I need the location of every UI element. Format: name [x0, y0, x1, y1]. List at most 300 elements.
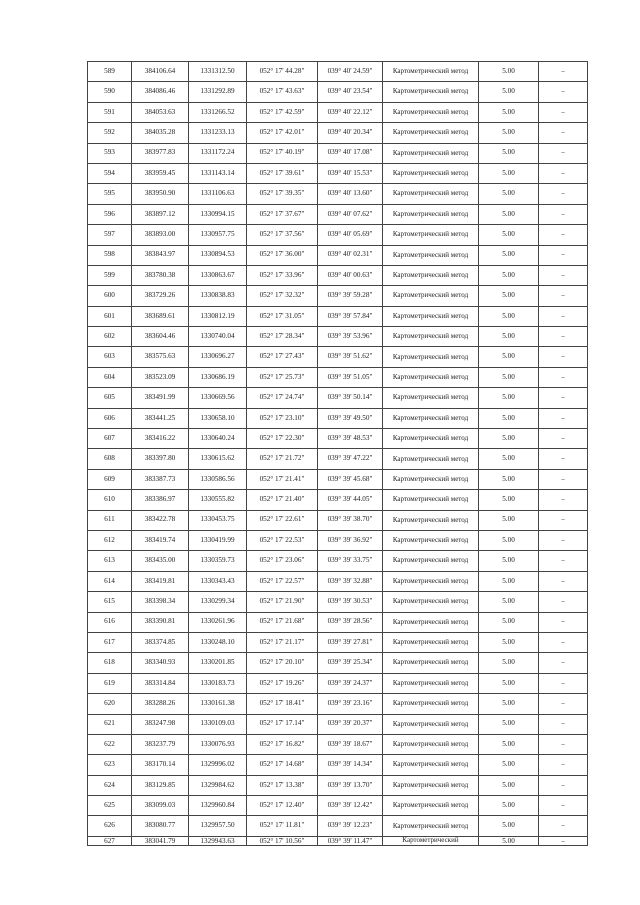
- note-cell: –: [539, 816, 588, 836]
- note-cell: –: [539, 225, 588, 245]
- accuracy-cell: 5.00: [479, 734, 539, 754]
- point-number-cell: 607: [88, 429, 132, 449]
- longitude-cell: 039° 39' 13.70": [318, 775, 383, 795]
- y-coordinate-cell: 1331143.14: [189, 163, 247, 183]
- point-number-cell: 608: [88, 449, 132, 469]
- longitude-cell: 039° 39' 53.96": [318, 327, 383, 347]
- accuracy-cell: 5.00: [479, 265, 539, 285]
- note-cell: –: [539, 836, 588, 845]
- point-number-cell: 612: [88, 530, 132, 550]
- y-coordinate-cell: 1330615.62: [189, 449, 247, 469]
- point-number-cell: 610: [88, 490, 132, 510]
- accuracy-cell: 5.00: [479, 225, 539, 245]
- longitude-cell: 039° 39' 25.34": [318, 653, 383, 673]
- accuracy-cell: 5.00: [479, 62, 539, 82]
- note-cell: –: [539, 143, 588, 163]
- y-coordinate-cell: 1330686.19: [189, 367, 247, 387]
- longitude-cell: 039° 39' 12.23": [318, 816, 383, 836]
- latitude-cell: 052° 17' 21.90": [247, 592, 318, 612]
- note-cell: –: [539, 82, 588, 102]
- accuracy-cell: 5.00: [479, 327, 539, 347]
- table-row: [88, 714, 588, 734]
- accuracy-cell: 5.00: [479, 836, 539, 845]
- method-cell: Картометрический метод: [383, 347, 479, 367]
- point-number-cell: 601: [88, 306, 132, 326]
- longitude-cell: 039° 39' 59.28": [318, 286, 383, 306]
- method-cell: Картометрический метод: [383, 265, 479, 285]
- point-number-cell: 616: [88, 612, 132, 632]
- note-cell: –: [539, 184, 588, 204]
- note-cell: –: [539, 714, 588, 734]
- method-cell: Картометрический метод: [383, 123, 479, 143]
- longitude-cell: 039° 40' 24.59": [318, 62, 383, 82]
- point-number-cell: 627: [88, 836, 132, 845]
- method-cell: Картометрический метод: [383, 816, 479, 836]
- accuracy-cell: 5.00: [479, 592, 539, 612]
- table-row: [88, 429, 588, 449]
- latitude-cell: 052° 17' 16.82": [247, 734, 318, 754]
- table-row: [88, 592, 588, 612]
- accuracy-cell: 5.00: [479, 204, 539, 224]
- table-row: [88, 530, 588, 550]
- point-number-cell: 619: [88, 673, 132, 693]
- note-cell: –: [539, 510, 588, 530]
- method-cell: Картометрический: [383, 836, 479, 845]
- method-cell: Картометрический метод: [383, 510, 479, 530]
- latitude-cell: 052° 17' 25.73": [247, 367, 318, 387]
- y-coordinate-cell: 1330555.82: [189, 490, 247, 510]
- table-row: [88, 388, 588, 408]
- x-coordinate-cell: 383441.25: [132, 408, 189, 428]
- latitude-cell: 052° 17' 17.14": [247, 714, 318, 734]
- point-number-cell: 597: [88, 225, 132, 245]
- latitude-cell: 052° 17' 10.56": [247, 836, 318, 845]
- y-coordinate-cell: 1330359.73: [189, 551, 247, 571]
- accuracy-cell: 5.00: [479, 286, 539, 306]
- x-coordinate-cell: 383041.79: [132, 836, 189, 845]
- note-cell: –: [539, 632, 588, 652]
- table-row: [88, 225, 588, 245]
- y-coordinate-cell: 1331292.89: [189, 82, 247, 102]
- x-coordinate-cell: 383397.80: [132, 449, 189, 469]
- x-coordinate-cell: 383419.81: [132, 571, 189, 591]
- method-cell: Картометрический метод: [383, 306, 479, 326]
- accuracy-cell: 5.00: [479, 551, 539, 571]
- method-cell: Картометрический метод: [383, 82, 479, 102]
- longitude-cell: 039° 39' 51.62": [318, 347, 383, 367]
- longitude-cell: 039° 39' 47.22": [318, 449, 383, 469]
- y-coordinate-cell: 1330419.99: [189, 530, 247, 550]
- y-coordinate-cell: 1330109.03: [189, 714, 247, 734]
- table-row: [88, 163, 588, 183]
- method-cell: Картометрический метод: [383, 245, 479, 265]
- latitude-cell: 052° 17' 39.61": [247, 163, 318, 183]
- y-coordinate-cell: 1330453.75: [189, 510, 247, 530]
- y-coordinate-cell: 1330183.73: [189, 673, 247, 693]
- method-cell: Картометрический метод: [383, 490, 479, 510]
- table-row: [88, 265, 588, 285]
- longitude-cell: 039° 40' 17.08": [318, 143, 383, 163]
- longitude-cell: 039° 39' 44.05": [318, 490, 383, 510]
- coordinates-table-body: [88, 62, 588, 846]
- table-row: [88, 551, 588, 571]
- x-coordinate-cell: 383959.45: [132, 163, 189, 183]
- latitude-cell: 052° 17' 33.96": [247, 265, 318, 285]
- table-row: [88, 306, 588, 326]
- table-row: [88, 836, 588, 845]
- latitude-cell: 052° 17' 28.34": [247, 327, 318, 347]
- y-coordinate-cell: 1330894.53: [189, 245, 247, 265]
- point-number-cell: 590: [88, 82, 132, 102]
- table-row: [88, 286, 588, 306]
- y-coordinate-cell: 1330812.19: [189, 306, 247, 326]
- latitude-cell: 052° 17' 23.06": [247, 551, 318, 571]
- latitude-cell: 052° 17' 19.26": [247, 673, 318, 693]
- x-coordinate-cell: 383314.84: [132, 673, 189, 693]
- x-coordinate-cell: 383419.74: [132, 530, 189, 550]
- x-coordinate-cell: 384035.28: [132, 123, 189, 143]
- note-cell: –: [539, 530, 588, 550]
- y-coordinate-cell: 1330658.10: [189, 408, 247, 428]
- latitude-cell: 052° 17' 21.17": [247, 632, 318, 652]
- note-cell: –: [539, 429, 588, 449]
- table-row: [88, 204, 588, 224]
- x-coordinate-cell: 383950.90: [132, 184, 189, 204]
- y-coordinate-cell: 1330076.93: [189, 734, 247, 754]
- method-cell: Картометрический метод: [383, 225, 479, 245]
- accuracy-cell: 5.00: [479, 143, 539, 163]
- x-coordinate-cell: 383780.38: [132, 265, 189, 285]
- longitude-cell: 039° 40' 20.34": [318, 123, 383, 143]
- accuracy-cell: 5.00: [479, 612, 539, 632]
- y-coordinate-cell: 1329996.02: [189, 755, 247, 775]
- x-coordinate-cell: 383390.81: [132, 612, 189, 632]
- y-coordinate-cell: 1330669.56: [189, 388, 247, 408]
- note-cell: –: [539, 62, 588, 82]
- y-coordinate-cell: 1329957.50: [189, 816, 247, 836]
- note-cell: –: [539, 449, 588, 469]
- table-row: [88, 143, 588, 163]
- latitude-cell: 052° 17' 21.41": [247, 469, 318, 489]
- y-coordinate-cell: 1330740.04: [189, 327, 247, 347]
- longitude-cell: 039° 39' 28.56": [318, 612, 383, 632]
- point-number-cell: 600: [88, 286, 132, 306]
- method-cell: Картометрический метод: [383, 551, 479, 571]
- point-number-cell: 620: [88, 694, 132, 714]
- latitude-cell: 052° 17' 13.38": [247, 775, 318, 795]
- point-number-cell: 605: [88, 388, 132, 408]
- point-number-cell: 615: [88, 592, 132, 612]
- longitude-cell: 039° 39' 48.53": [318, 429, 383, 449]
- point-number-cell: 594: [88, 163, 132, 183]
- x-coordinate-cell: 383604.46: [132, 327, 189, 347]
- latitude-cell: 052° 17' 36.00": [247, 245, 318, 265]
- note-cell: –: [539, 673, 588, 693]
- y-coordinate-cell: 1330838.83: [189, 286, 247, 306]
- note-cell: –: [539, 347, 588, 367]
- x-coordinate-cell: 383340.93: [132, 653, 189, 673]
- note-cell: –: [539, 163, 588, 183]
- coordinates-table: [87, 61, 588, 846]
- latitude-cell: 052° 17' 22.61": [247, 510, 318, 530]
- table-row: [88, 490, 588, 510]
- point-number-cell: 618: [88, 653, 132, 673]
- longitude-cell: 039° 40' 02.31": [318, 245, 383, 265]
- x-coordinate-cell: 383843.97: [132, 245, 189, 265]
- note-cell: –: [539, 490, 588, 510]
- method-cell: Картометрический метод: [383, 632, 479, 652]
- latitude-cell: 052° 17' 42.59": [247, 102, 318, 122]
- x-coordinate-cell: 384053.63: [132, 102, 189, 122]
- accuracy-cell: 5.00: [479, 632, 539, 652]
- note-cell: –: [539, 755, 588, 775]
- y-coordinate-cell: 1330863.67: [189, 265, 247, 285]
- point-number-cell: 609: [88, 469, 132, 489]
- point-number-cell: 617: [88, 632, 132, 652]
- method-cell: Картометрический метод: [383, 734, 479, 754]
- latitude-cell: 052° 17' 44.28": [247, 62, 318, 82]
- table-row: [88, 694, 588, 714]
- accuracy-cell: 5.00: [479, 796, 539, 816]
- x-coordinate-cell: 383575.63: [132, 347, 189, 367]
- x-coordinate-cell: 383523.09: [132, 367, 189, 387]
- longitude-cell: 039° 39' 45.68": [318, 469, 383, 489]
- note-cell: –: [539, 367, 588, 387]
- point-number-cell: 603: [88, 347, 132, 367]
- x-coordinate-cell: 383237.79: [132, 734, 189, 754]
- accuracy-cell: 5.00: [479, 816, 539, 836]
- accuracy-cell: 5.00: [479, 429, 539, 449]
- longitude-cell: 039° 39' 12.42": [318, 796, 383, 816]
- note-cell: –: [539, 796, 588, 816]
- accuracy-cell: 5.00: [479, 653, 539, 673]
- accuracy-cell: 5.00: [479, 388, 539, 408]
- note-cell: –: [539, 123, 588, 143]
- latitude-cell: 052° 17' 37.67": [247, 204, 318, 224]
- point-number-cell: 604: [88, 367, 132, 387]
- method-cell: Картометрический метод: [383, 367, 479, 387]
- note-cell: –: [539, 592, 588, 612]
- point-number-cell: 599: [88, 265, 132, 285]
- latitude-cell: 052° 17' 24.74": [247, 388, 318, 408]
- longitude-cell: 039° 39' 30.53": [318, 592, 383, 612]
- y-coordinate-cell: 1330201.85: [189, 653, 247, 673]
- y-coordinate-cell: 1331233.13: [189, 123, 247, 143]
- table-row: [88, 612, 588, 632]
- y-coordinate-cell: 1330299.34: [189, 592, 247, 612]
- latitude-cell: 052° 17' 22.53": [247, 530, 318, 550]
- method-cell: Картометрический метод: [383, 204, 479, 224]
- x-coordinate-cell: 383129.85: [132, 775, 189, 795]
- x-coordinate-cell: 383099.03: [132, 796, 189, 816]
- accuracy-cell: 5.00: [479, 449, 539, 469]
- note-cell: –: [539, 204, 588, 224]
- accuracy-cell: 5.00: [479, 469, 539, 489]
- method-cell: Картометрический метод: [383, 673, 479, 693]
- table-row: [88, 816, 588, 836]
- note-cell: –: [539, 694, 588, 714]
- latitude-cell: 052° 17' 37.56": [247, 225, 318, 245]
- table-row: [88, 245, 588, 265]
- y-coordinate-cell: 1330994.15: [189, 204, 247, 224]
- note-cell: –: [539, 245, 588, 265]
- method-cell: Картометрический метод: [383, 429, 479, 449]
- accuracy-cell: 5.00: [479, 714, 539, 734]
- method-cell: Картометрический метод: [383, 592, 479, 612]
- latitude-cell: 052° 17' 20.10": [247, 653, 318, 673]
- table-row: [88, 62, 588, 82]
- x-coordinate-cell: 383387.73: [132, 469, 189, 489]
- note-cell: –: [539, 408, 588, 428]
- method-cell: Картометрический метод: [383, 163, 479, 183]
- table-row: [88, 327, 588, 347]
- point-number-cell: 591: [88, 102, 132, 122]
- y-coordinate-cell: 1331312.50: [189, 62, 247, 82]
- accuracy-cell: 5.00: [479, 490, 539, 510]
- table-row: [88, 796, 588, 816]
- point-number-cell: 598: [88, 245, 132, 265]
- table-row: [88, 367, 588, 387]
- point-number-cell: 595: [88, 184, 132, 204]
- x-coordinate-cell: 383398.34: [132, 592, 189, 612]
- accuracy-cell: 5.00: [479, 123, 539, 143]
- y-coordinate-cell: 1329984.62: [189, 775, 247, 795]
- y-coordinate-cell: 1330261.96: [189, 612, 247, 632]
- point-number-cell: 625: [88, 796, 132, 816]
- table-row: [88, 469, 588, 489]
- latitude-cell: 052° 17' 39.35": [247, 184, 318, 204]
- longitude-cell: 039° 39' 23.16": [318, 694, 383, 714]
- accuracy-cell: 5.00: [479, 755, 539, 775]
- x-coordinate-cell: 383416.22: [132, 429, 189, 449]
- table-row: [88, 408, 588, 428]
- longitude-cell: 039° 40' 05.69": [318, 225, 383, 245]
- method-cell: Картометрический метод: [383, 449, 479, 469]
- x-coordinate-cell: 384106.64: [132, 62, 189, 82]
- longitude-cell: 039° 39' 32.88": [318, 571, 383, 591]
- latitude-cell: 052° 17' 42.01": [247, 123, 318, 143]
- point-number-cell: 621: [88, 714, 132, 734]
- latitude-cell: 052° 17' 21.68": [247, 612, 318, 632]
- latitude-cell: 052° 17' 21.72": [247, 449, 318, 469]
- accuracy-cell: 5.00: [479, 102, 539, 122]
- y-coordinate-cell: 1330696.27: [189, 347, 247, 367]
- method-cell: Картометрический метод: [383, 775, 479, 795]
- longitude-cell: 039° 39' 51.05": [318, 367, 383, 387]
- table-row: [88, 102, 588, 122]
- x-coordinate-cell: 383435.00: [132, 551, 189, 571]
- note-cell: –: [539, 734, 588, 754]
- table-row: [88, 449, 588, 469]
- x-coordinate-cell: 383491.99: [132, 388, 189, 408]
- longitude-cell: 039° 39' 14.34": [318, 755, 383, 775]
- accuracy-cell: 5.00: [479, 408, 539, 428]
- accuracy-cell: 5.00: [479, 775, 539, 795]
- point-number-cell: 623: [88, 755, 132, 775]
- longitude-cell: 039° 40' 07.62": [318, 204, 383, 224]
- longitude-cell: 039° 39' 57.84": [318, 306, 383, 326]
- table-row: [88, 755, 588, 775]
- latitude-cell: 052° 17' 23.10": [247, 408, 318, 428]
- y-coordinate-cell: 1330248.10: [189, 632, 247, 652]
- table-row: [88, 571, 588, 591]
- point-number-cell: 613: [88, 551, 132, 571]
- point-number-cell: 589: [88, 62, 132, 82]
- y-coordinate-cell: 1331172.24: [189, 143, 247, 163]
- latitude-cell: 052° 17' 43.63": [247, 82, 318, 102]
- point-number-cell: 626: [88, 816, 132, 836]
- latitude-cell: 052° 17' 40.19": [247, 143, 318, 163]
- latitude-cell: 052° 17' 12.40": [247, 796, 318, 816]
- x-coordinate-cell: 383422.78: [132, 510, 189, 530]
- method-cell: Картометрический метод: [383, 388, 479, 408]
- method-cell: Картометрический метод: [383, 612, 479, 632]
- x-coordinate-cell: 383897.12: [132, 204, 189, 224]
- accuracy-cell: 5.00: [479, 163, 539, 183]
- table-row: [88, 632, 588, 652]
- longitude-cell: 039° 39' 50.14": [318, 388, 383, 408]
- accuracy-cell: 5.00: [479, 530, 539, 550]
- table-row: [88, 82, 588, 102]
- method-cell: Картометрический метод: [383, 184, 479, 204]
- note-cell: –: [539, 775, 588, 795]
- x-coordinate-cell: 383288.26: [132, 694, 189, 714]
- point-number-cell: 611: [88, 510, 132, 530]
- point-number-cell: 606: [88, 408, 132, 428]
- method-cell: Картометрический метод: [383, 143, 479, 163]
- y-coordinate-cell: 1331266.52: [189, 102, 247, 122]
- x-coordinate-cell: 383170.14: [132, 755, 189, 775]
- point-number-cell: 592: [88, 123, 132, 143]
- accuracy-cell: 5.00: [479, 245, 539, 265]
- x-coordinate-cell: 383689.61: [132, 306, 189, 326]
- accuracy-cell: 5.00: [479, 306, 539, 326]
- note-cell: –: [539, 469, 588, 489]
- method-cell: Картометрический метод: [383, 653, 479, 673]
- method-cell: Картометрический метод: [383, 530, 479, 550]
- x-coordinate-cell: 383247.98: [132, 714, 189, 734]
- x-coordinate-cell: 383080.77: [132, 816, 189, 836]
- point-number-cell: 624: [88, 775, 132, 795]
- point-number-cell: 596: [88, 204, 132, 224]
- note-cell: –: [539, 327, 588, 347]
- note-cell: –: [539, 571, 588, 591]
- accuracy-cell: 5.00: [479, 510, 539, 530]
- x-coordinate-cell: 383729.26: [132, 286, 189, 306]
- method-cell: Картометрический метод: [383, 408, 479, 428]
- note-cell: –: [539, 286, 588, 306]
- note-cell: –: [539, 265, 588, 285]
- method-cell: Картометрический метод: [383, 571, 479, 591]
- note-cell: –: [539, 612, 588, 632]
- longitude-cell: 039° 39' 11.47": [318, 836, 383, 845]
- note-cell: –: [539, 102, 588, 122]
- method-cell: Картометрический метод: [383, 694, 479, 714]
- longitude-cell: 039° 39' 27.81": [318, 632, 383, 652]
- x-coordinate-cell: 383386.97: [132, 490, 189, 510]
- longitude-cell: 039° 40' 22.12": [318, 102, 383, 122]
- table-row: [88, 653, 588, 673]
- y-coordinate-cell: 1330161.38: [189, 694, 247, 714]
- table-row: [88, 673, 588, 693]
- latitude-cell: 052° 17' 32.32": [247, 286, 318, 306]
- y-coordinate-cell: 1329943.63: [189, 836, 247, 845]
- method-cell: Картометрический метод: [383, 755, 479, 775]
- x-coordinate-cell: 383374.85: [132, 632, 189, 652]
- latitude-cell: 052° 17' 18.41": [247, 694, 318, 714]
- note-cell: –: [539, 653, 588, 673]
- accuracy-cell: 5.00: [479, 694, 539, 714]
